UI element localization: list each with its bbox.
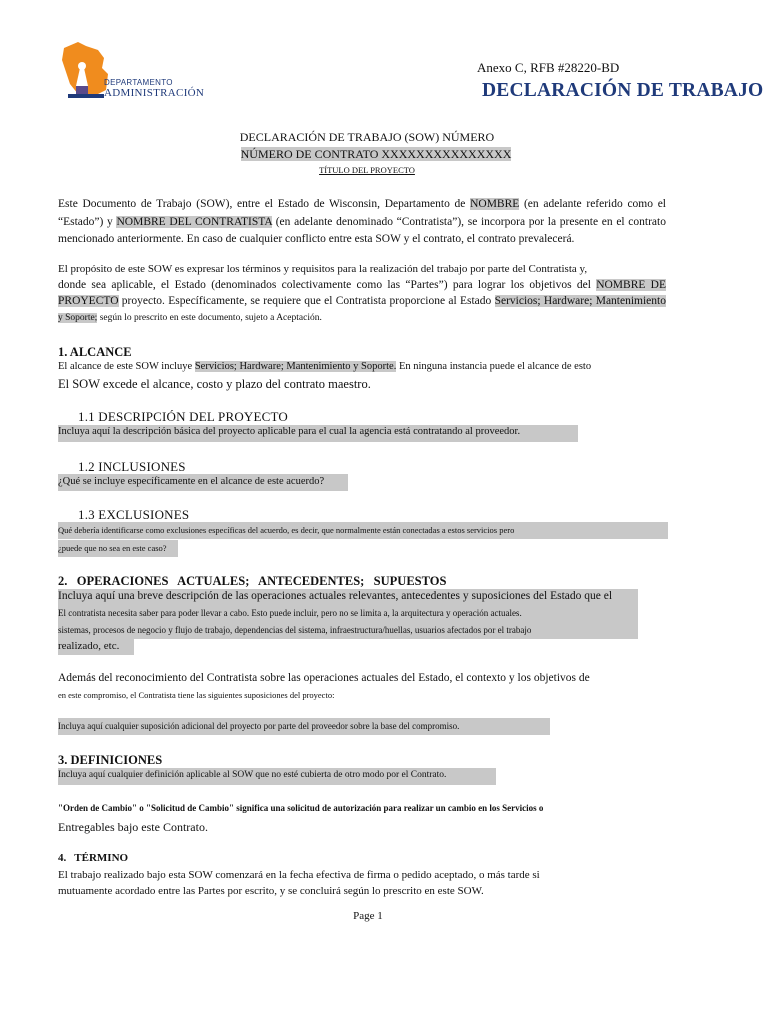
wisconsin-logo (58, 38, 218, 104)
purpose-line-4: y Soporte; según lo prescrito en este documento, sujeto a Aceptación. (58, 313, 322, 323)
assumptions-line-1: Además del reconocimiento del Contratista sobre las operaciones actuales del Estado, el contexto y los objetivos de (58, 672, 590, 684)
logo-line2: ADMINISTRACIÓN (104, 87, 205, 99)
assumptions-line-2: en este compromiso, el Contratista tiene las siguientes suposiciones del proyecto: (58, 690, 335, 700)
operations-line-4: realizado, etc. (58, 640, 120, 652)
sow-number-line: DECLARACIÓN DE TRABAJO (SOW) NÚMERO (239, 130, 495, 144)
purpose-line-1: El propósito de este SOW es expresar los términos y requisitos para la realización del trabajo por parte del Contratista y, (58, 263, 588, 275)
document-title: DECLARACIÓN DE TRABAJO (482, 80, 764, 101)
exclusions-line-1: Qué debería identificarse como exclusiones específicas del acuerdo, es decir, que normalmente están conectadas a estos servicios pero (58, 525, 515, 535)
additional-assumptions-text: Incluya aquí cualquier suposición adicional del proyecto por parte del proveedor sobre la base del compromiso. (58, 721, 460, 731)
operations-line-1: Incluya aquí una breve descripción de las operaciones actuales relevantes, antecedentes y suposiciones del Estado que el (58, 590, 613, 602)
operations-line-3: sistemas, procesos de negocio y flujo de trabajo, dependencias del sistema, infraestructura/huellas, usuarios afectados por el trabajo (58, 625, 532, 635)
subsection-1-3-title: 1.3 EXCLUSIONES (78, 507, 190, 522)
page-number: Page 1 (353, 910, 383, 922)
section-4-heading: 4. TÉRMINO (58, 852, 129, 864)
scope-line-2: El SOW excede el alcance, costo y plazo del contrato maestro. (58, 377, 371, 391)
project-title-line: TÍTULO DEL PROYECTO (319, 165, 415, 175)
section-2-heading: 2. OPERACIONES ACTUALES; ANTECEDENTES; SUPUESTOS (58, 574, 447, 588)
project-description-text: Incluya aquí la descripción básica del proyecto aplicable para el cual la agencia está contratando al proveedor. (58, 426, 521, 437)
operations-line-2: El contratista necesita saber para poder llevar a cabo. Esto puede incluir, pero no se limita a, la arquitectura y operación actuales. (58, 608, 522, 618)
subsection-1-2-title: 1.2 INCLUSIONES (78, 459, 186, 474)
inclusions-text: ¿Qué se incluye específicamente en el alcance de este acuerdo? (58, 476, 325, 487)
intro-paragraph: Este Documento de Trabajo (SOW), entre el Estado de Wisconsin, Departamento de NOMBRE (en adelante referido como el “Estado”) y NOMBRE DEL CONTRATISTA (en adelante denominado “Contratista”), se incorpora por la presente en el contrato mencionado anteriormente. En caso de cualquier conflicto entre esta SOW y el contrato, el contrato prevalecerá. (58, 198, 666, 245)
term-line-1: El trabajo realizado bajo esta SOW comenzará en la fecha efectiva de firma o pedido aceptado, o más tarde si (58, 869, 540, 881)
annex-label: Anexo C, RFB #28220-BD (477, 60, 620, 75)
exclusions-line-2: ¿puede que no sea en este caso? (58, 543, 167, 553)
subsection-1-1-title: 1.1 DESCRIPCIÓN DEL PROYECTO (78, 409, 289, 424)
contract-number-line: NÚMERO DE CONTRATO XXXXXXXXXXXXXXX (240, 147, 512, 161)
definitions-text: Incluya aquí cualquier definición aplicable al SOW que no esté cubierta de otro modo por el Contrato. (58, 770, 447, 780)
change-order-definition-line-1: "Orden de Cambio" o "Solicitud de Cambio" significa una solicitud de autorización para realizar un cambio en los Servicios o (58, 803, 544, 813)
purpose-line-3: PROYECTO proyecto. Específicamente, se requiere que el Contratista proporcione al Estado Servicios; Hardware; Mantenimiento (58, 295, 666, 307)
logo-line1: DEPARTAMENTO (104, 78, 173, 87)
term-line-2: mutuamente acordado entre las Partes por escrito, y se concluirá según lo prescrito en este SOW. (58, 885, 484, 897)
section-1-heading: 1. ALCANCE (58, 345, 132, 359)
scope-line-1: El alcance de este SOW incluye Servicios; Hardware; Mantenimiento y Soporte. En ninguna instancia puede el alcance de esto (58, 361, 592, 372)
purpose-line-2: donde sea aplicable, el Estado (denominados colectivamente como las “Partes”) para lograr los objetivos del NOMBRE DE (58, 279, 667, 291)
change-order-definition-line-2: Entregables bajo este Contrato. (58, 820, 208, 834)
section-3-heading: 3. DEFINICIONES (58, 753, 163, 767)
